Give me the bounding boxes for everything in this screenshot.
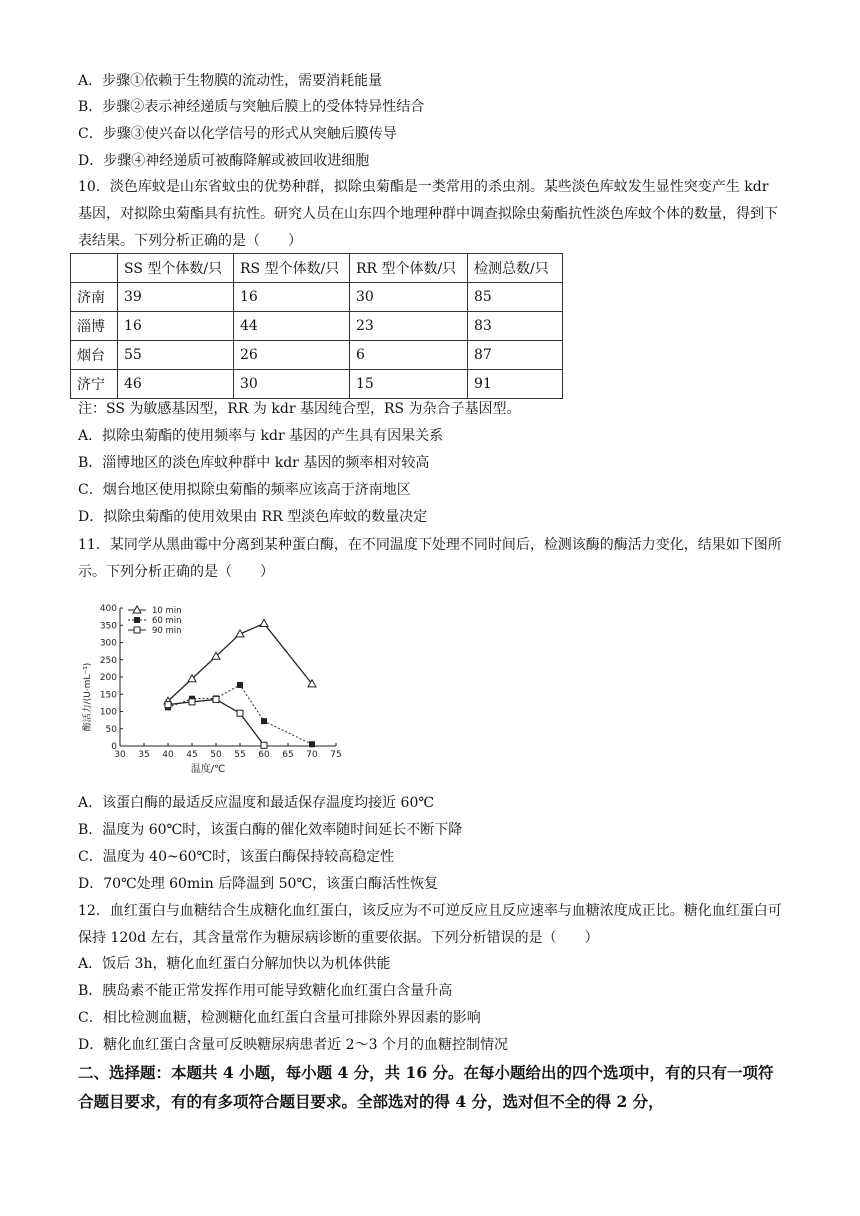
table-cell: 烟台 — [71, 341, 118, 370]
legend-label: 60 min — [152, 616, 182, 626]
y-tick-label: 150 — [99, 690, 117, 701]
q10-table — [70, 253, 563, 399]
x-tick-label: 35 — [138, 750, 150, 760]
y-tick-label: 50 — [105, 724, 117, 735]
x-tick-label: 45 — [186, 750, 198, 760]
data-point-open-square — [261, 742, 267, 748]
x-tick-label: 70 — [306, 750, 318, 760]
table-cell: 26 — [234, 341, 350, 370]
data-point-open-square — [165, 702, 171, 708]
table-cell: 55 — [118, 341, 234, 370]
q11-option-b: B．温度为 60℃时，该蛋白酶的催化效率随时间延长不断下降 — [78, 822, 463, 838]
table-cell: 85 — [468, 283, 563, 312]
table-cell: 济南 — [71, 283, 118, 312]
y-tick-label: 350 — [99, 621, 117, 632]
data-point-open-square — [134, 627, 140, 633]
y-tick-label: 400 — [99, 604, 117, 614]
data-point-filled-square — [309, 741, 315, 747]
data-point-triangle — [260, 620, 268, 627]
y-tick-label: 300 — [99, 638, 117, 649]
q10-option-c: C．烟台地区使用拟除虫菊酯的频率应该高于济南地区 — [78, 482, 411, 498]
table-header-row — [71, 254, 563, 283]
table-header-cell: SS 型个体数/只 — [118, 254, 234, 283]
x-axis-label: 温度/℃ — [190, 764, 226, 775]
legend-label: 90 min — [152, 626, 182, 636]
chart-axes — [81, 604, 342, 775]
x-tick-label: 60 — [258, 750, 270, 760]
q11-option-a: A．该蛋白酶的最适反应温度和最适保存温度均接近 60℃ — [78, 795, 435, 811]
chart-legend — [128, 606, 182, 636]
table-cell: 39 — [118, 283, 234, 312]
table-cell: 30 — [234, 370, 350, 399]
table-cell: 44 — [234, 312, 350, 341]
x-tick-label: 50 — [210, 750, 222, 760]
x-tick-label: 75 — [330, 750, 342, 760]
q12-option-d: D．糖化血红蛋白含量可反映糖尿病患者近 2～3 个月的血糖控制情况 — [78, 1037, 508, 1053]
table-cell: 16 — [234, 283, 350, 312]
q9-option-c: C．步骤③使兴奋以化学信号的形式从突触后膜传导 — [78, 126, 397, 142]
y-tick-label: 100 — [99, 707, 117, 718]
section-2-heading: 二、选择题：本题共 4 小题，每小题 4 分，共 16 分。在每小题给出的四个选项中，有的只有一项符合题目要求，有的有多项符合题目要求。全部选对的得 4 分，选对但不全的得 2 分， — [78, 1063, 774, 1111]
q12-option-b: B．胰岛素不能正常发挥作用可能导致糖化血红蛋白含量升高 — [78, 983, 453, 999]
table-cell: 6 — [350, 341, 468, 370]
q12-option-c: C．相比检测血糖，检测糖化血红蛋白含量可排除外界因素的影响 — [78, 1010, 481, 1026]
data-point-filled-square — [237, 682, 243, 688]
q10-option-b: B．淄博地区的淡色库蚊种群中 kdr 基因的频率相对较高 — [78, 455, 430, 471]
data-point-open-square — [213, 696, 219, 702]
table-row — [71, 341, 563, 370]
table-cell: 淄博 — [71, 312, 118, 341]
table-row — [71, 283, 563, 312]
data-point-filled-square — [134, 617, 140, 623]
table-cell: 23 — [350, 312, 468, 341]
y-tick-label: 200 — [99, 673, 117, 683]
data-point-filled-square — [261, 718, 267, 724]
q9-option-b: B．步骤②表示神经递质与突触后膜上的受体特异性结合 — [78, 99, 425, 115]
q12-option-a: A．饭后 3h，糖化血红蛋白分解加快以为机体供能 — [78, 956, 391, 972]
data-point-open-square — [189, 699, 195, 705]
q10-note: 注：SS 为敏感基因型，RR 为 kdr 基因纯合型，RS 为杂合子基因型。 — [78, 401, 521, 417]
table-row — [71, 370, 563, 399]
q11-option-d: D．70℃处理 60min 后降温到 50℃，该蛋白酶活性恢复 — [78, 876, 439, 892]
q11-stem: 11．某同学从黑曲霉中分离到某种蛋白酶，在不同温度下处理不同时间后，检测该酶的酶活力变化，结果如下图所示。下列分析正确的是（ ） — [78, 537, 782, 580]
enzyme-activity-chart — [78, 598, 348, 782]
q10-option-a: A．拟除虫菊酯的使用频率与 kdr 基因的产生具有因果关系 — [78, 428, 444, 444]
y-tick-label: 0 — [111, 742, 117, 752]
table-cell: 83 — [468, 312, 563, 341]
y-tick-label: 250 — [99, 655, 117, 666]
table-cell: 15 — [350, 370, 468, 399]
q9-option-d: D．步骤④神经递质可被酶降解或被回收进细胞 — [78, 153, 370, 169]
y-axis-label: 酶活力/(U·mL⁻¹) — [83, 662, 93, 732]
q9-option-a: A．步骤①依赖于生物膜的流动性，需要消耗能量 — [78, 73, 383, 89]
legend-label: 10 min — [152, 606, 182, 616]
q11-option-c: C．温度为 40~60℃时，该蛋白酶保持较高稳定性 — [78, 849, 395, 865]
table-cell: 16 — [118, 312, 234, 341]
table-cell: 46 — [118, 370, 234, 399]
data-point-open-square — [237, 710, 243, 716]
table-header-cell: RS 型个体数/只 — [234, 254, 350, 283]
x-tick-label: 30 — [114, 750, 126, 760]
x-tick-label: 55 — [234, 750, 246, 760]
table-cell: 30 — [350, 283, 468, 312]
table-cell: 济宁 — [71, 370, 118, 399]
table-row — [71, 312, 563, 341]
chart-series — [164, 620, 316, 749]
x-tick-label: 65 — [282, 750, 294, 760]
table-header-cell: RR 型个体数/只 — [350, 254, 468, 283]
table-header-cell: 检测总数/只 — [468, 254, 563, 283]
q10-stem: 10．淡色库蚊是山东省蚊虫的优势种群，拟除虫菊酯是一类常用的杀虫剂。某些淡色库蚊发生显性突变产生 kdr 基因，对拟除虫菊酯具有抗性。研究人员在山东四个地理种群中调查拟除虫菊酯抗性淡色库蚊个体的数量，得到下表结果。下列分析正确的是（ ） — [78, 179, 778, 249]
x-tick-label: 40 — [162, 750, 174, 760]
table-cell: 87 — [468, 341, 563, 370]
q10-option-d: D．拟除虫菊酯的使用效果由 RR 型淡色库蚊的数量决定 — [78, 509, 428, 525]
series-line-3 — [168, 699, 264, 745]
q12-stem: 12．血红蛋白与血糖结合生成糖化血红蛋白，该反应为不可逆反应且反应速率与血糖浓度成正比。糖化血红蛋白可保持 120d 左右，其含量常作为糖尿病诊断的重要依据。下列分析错误的是（ ） — [78, 903, 782, 946]
table-cell: 91 — [468, 370, 563, 399]
table-header-cell — [71, 254, 118, 283]
